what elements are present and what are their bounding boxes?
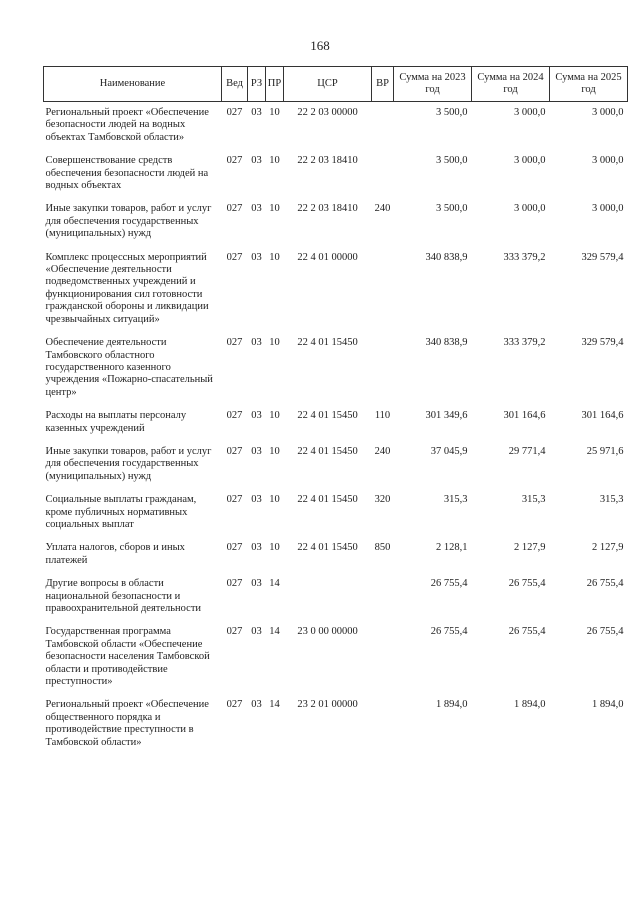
cell-ved: 027 bbox=[226, 699, 243, 711]
cell-csr bbox=[284, 573, 372, 621]
cell-rz: 03 bbox=[251, 578, 262, 590]
cell-ved: 027 bbox=[226, 542, 243, 554]
cell-vr bbox=[372, 102, 394, 151]
cell-vr: 240 bbox=[374, 203, 391, 215]
cell-sum-2023: 340 838,9 bbox=[425, 251, 468, 263]
cell-sum-2024: 3 000,0 bbox=[514, 107, 546, 118]
cell-sum-2023: 2 128,1 bbox=[436, 542, 468, 554]
header-sum-2024: Сумма на 2024 год bbox=[472, 67, 550, 102]
cell-ved: 027 bbox=[226, 155, 243, 167]
header-vr: ВР bbox=[372, 67, 394, 102]
cell-sum-2025: 26 755,4 bbox=[586, 626, 624, 638]
cell-rz: 03 bbox=[251, 155, 262, 167]
table-row bbox=[44, 441, 628, 489]
cell-sum-2025: 329 579,4 bbox=[581, 251, 624, 263]
header-ved: Вед bbox=[222, 67, 248, 102]
cell-pr: 10 bbox=[269, 251, 280, 263]
cell-sum-2024: 315,3 bbox=[521, 494, 546, 506]
cell-sum-2025: 3 000,0 bbox=[592, 203, 624, 215]
cell-name: Уплата налогов, сборов и иных платежей bbox=[45, 542, 185, 566]
cell-sum-2024: 1 894,0 bbox=[514, 699, 546, 711]
cell-sum-2024: 333 379,2 bbox=[503, 337, 546, 349]
cell-sum-2024: 3 000,0 bbox=[514, 155, 546, 167]
cell-vr bbox=[372, 573, 394, 621]
table-row bbox=[44, 102, 628, 151]
cell-csr: 23 0 00 00000 bbox=[297, 626, 358, 638]
header-rz: РЗ bbox=[248, 67, 266, 102]
cell-vr bbox=[372, 332, 394, 405]
cell-pr: 10 bbox=[269, 203, 280, 215]
cell-vr: 320 bbox=[374, 494, 391, 506]
cell-sum-2023: 3 500,0 bbox=[436, 155, 468, 167]
cell-pr: 14 bbox=[269, 699, 280, 711]
cell-name: Региональный проект «Обеспечение общественного порядка и противодействие преступности в Тамбовской области» bbox=[45, 699, 209, 748]
cell-csr: 22 4 01 15450 bbox=[297, 337, 358, 349]
cell-sum-2023: 26 755,4 bbox=[430, 626, 468, 638]
cell-pr: 10 bbox=[269, 445, 280, 457]
cell-ved: 027 bbox=[226, 107, 243, 118]
cell-sum-2023: 37 045,9 bbox=[430, 445, 468, 457]
cell-sum-2023: 1 894,0 bbox=[436, 699, 468, 711]
cell-rz: 03 bbox=[251, 542, 262, 554]
table-row bbox=[44, 573, 628, 621]
cell-ved: 027 bbox=[226, 578, 243, 590]
cell-sum-2024: 2 127,9 bbox=[514, 542, 546, 554]
table-row bbox=[44, 405, 628, 441]
cell-ved: 027 bbox=[226, 494, 243, 506]
cell-sum-2025: 3 000,0 bbox=[592, 155, 624, 167]
header-csr: ЦСР bbox=[284, 67, 372, 102]
cell-sum-2024: 301 164,6 bbox=[503, 410, 546, 422]
cell-name: Иные закупки товаров, работ и услуг для обеспечения государственных (муниципальных) нужд bbox=[45, 445, 212, 482]
cell-pr: 10 bbox=[269, 494, 280, 506]
cell-pr: 10 bbox=[269, 337, 280, 349]
cell-vr: 240 bbox=[374, 445, 391, 457]
cell-rz: 03 bbox=[251, 445, 262, 457]
cell-sum-2025: 329 579,4 bbox=[581, 337, 624, 349]
cell-rz: 03 bbox=[251, 251, 262, 263]
cell-csr: 22 4 01 00000 bbox=[297, 251, 358, 263]
cell-pr: 10 bbox=[269, 410, 280, 422]
cell-csr: 22 4 01 15450 bbox=[297, 410, 358, 422]
cell-sum-2024: 29 771,4 bbox=[508, 445, 546, 457]
cell-pr: 14 bbox=[269, 626, 280, 638]
page-number: 168 bbox=[310, 38, 330, 53]
table-row bbox=[44, 150, 628, 198]
table-row bbox=[44, 694, 628, 755]
cell-sum-2023: 3 500,0 bbox=[436, 203, 468, 215]
header-pr: ПР bbox=[266, 67, 284, 102]
cell-ved: 027 bbox=[226, 445, 243, 457]
cell-csr: 23 2 01 00000 bbox=[297, 699, 358, 711]
cell-ved: 027 bbox=[226, 410, 243, 422]
cell-pr: 10 bbox=[269, 107, 280, 118]
cell-sum-2025: 315,3 bbox=[599, 494, 624, 506]
cell-sum-2025: 301 164,6 bbox=[581, 410, 624, 422]
cell-vr bbox=[372, 621, 394, 694]
cell-vr bbox=[372, 150, 394, 198]
cell-sum-2024: 26 755,4 bbox=[508, 578, 546, 590]
cell-name: Комплекс процессных мероприятий «Обеспечение деятельности подведомственных учреждений и функционирования сил готовности гражданской обороны и ликвидации чрезвычайных ситуаций» bbox=[45, 251, 209, 325]
table-row bbox=[44, 198, 628, 246]
cell-sum-2024: 26 755,4 bbox=[508, 626, 546, 638]
cell-vr: 850 bbox=[374, 542, 391, 554]
cell-ved: 027 bbox=[226, 337, 243, 349]
table-row bbox=[44, 489, 628, 537]
cell-name: Совершенствование средств обеспечения безопасности людей на водных объектах bbox=[45, 155, 209, 192]
cell-sum-2024: 3 000,0 bbox=[514, 203, 546, 215]
cell-csr: 22 4 01 15450 bbox=[297, 542, 358, 554]
cell-ved: 027 bbox=[226, 203, 243, 215]
cell-sum-2025: 1 894,0 bbox=[592, 699, 624, 711]
table-row bbox=[44, 537, 628, 573]
cell-name: Социальные выплаты гражданам, кроме публичных нормативных социальных выплат bbox=[45, 494, 197, 530]
cell-sum-2023: 3 500,0 bbox=[436, 107, 468, 118]
cell-name: Расходы на выплаты персоналу казенных учреждений bbox=[45, 410, 187, 434]
cell-sum-2023: 26 755,4 bbox=[430, 578, 468, 590]
cell-sum-2025: 25 971,6 bbox=[586, 445, 624, 457]
cell-pr: 14 bbox=[269, 578, 280, 590]
cell-rz: 03 bbox=[251, 337, 262, 349]
cell-sum-2023: 340 838,9 bbox=[425, 337, 468, 349]
cell-name: Другие вопросы в области национальной безопасности и правоохранительной деятельности bbox=[45, 578, 202, 614]
cell-ved: 027 bbox=[226, 251, 243, 263]
cell-csr: 22 4 01 15450 bbox=[297, 494, 358, 506]
cell-name: Иные закупки товаров, работ и услуг для обеспечения государственных (муниципальных) нужд bbox=[45, 203, 212, 240]
cell-vr bbox=[372, 247, 394, 332]
cell-rz: 03 bbox=[251, 699, 262, 711]
table-row bbox=[44, 332, 628, 405]
cell-csr: 22 2 03 00000 bbox=[297, 107, 358, 118]
cell-vr: 110 bbox=[374, 410, 391, 422]
header-name: Наименование bbox=[44, 67, 222, 102]
cell-sum-2024: 333 379,2 bbox=[503, 251, 546, 263]
cell-sum-2023: 301 349,6 bbox=[425, 410, 468, 422]
cell-name: Региональный проект «Обеспечение безопасности людей на водных объектах Тамбовской области» bbox=[45, 107, 209, 143]
cell-sum-2023: 315,3 bbox=[443, 494, 468, 506]
cell-pr: 10 bbox=[269, 542, 280, 554]
cell-sum-2025: 3 000,0 bbox=[592, 107, 624, 118]
header-sum-2023: Сумма на 2023 год bbox=[394, 67, 472, 102]
cell-csr: 22 2 03 18410 bbox=[297, 155, 358, 167]
cell-csr: 22 4 01 15450 bbox=[297, 445, 358, 457]
cell-rz: 03 bbox=[251, 410, 262, 422]
table-header-row bbox=[44, 67, 628, 102]
header-sum-2025: Сумма на 2025 год bbox=[550, 67, 628, 102]
budget-table bbox=[43, 66, 628, 755]
cell-csr: 22 2 03 18410 bbox=[297, 203, 358, 215]
cell-rz: 03 bbox=[251, 107, 262, 118]
cell-rz: 03 bbox=[251, 203, 262, 215]
cell-sum-2025: 26 755,4 bbox=[586, 578, 624, 590]
table-row bbox=[44, 247, 628, 332]
cell-name: Обеспечение деятельности Тамбовского областного государственного казенного учреждения «Пожарно-спасательный центр» bbox=[45, 337, 213, 398]
cell-pr: 10 bbox=[269, 155, 280, 167]
cell-rz: 03 bbox=[251, 626, 262, 638]
cell-vr bbox=[372, 694, 394, 755]
cell-sum-2025: 2 127,9 bbox=[592, 542, 624, 554]
cell-name: Государственная программа Тамбовской области «Обеспечение безопасности населения Тамбовской области и противодействие преступности» bbox=[45, 626, 210, 688]
cell-rz: 03 bbox=[251, 494, 262, 506]
cell-ved: 027 bbox=[226, 626, 243, 638]
table-row bbox=[44, 621, 628, 694]
